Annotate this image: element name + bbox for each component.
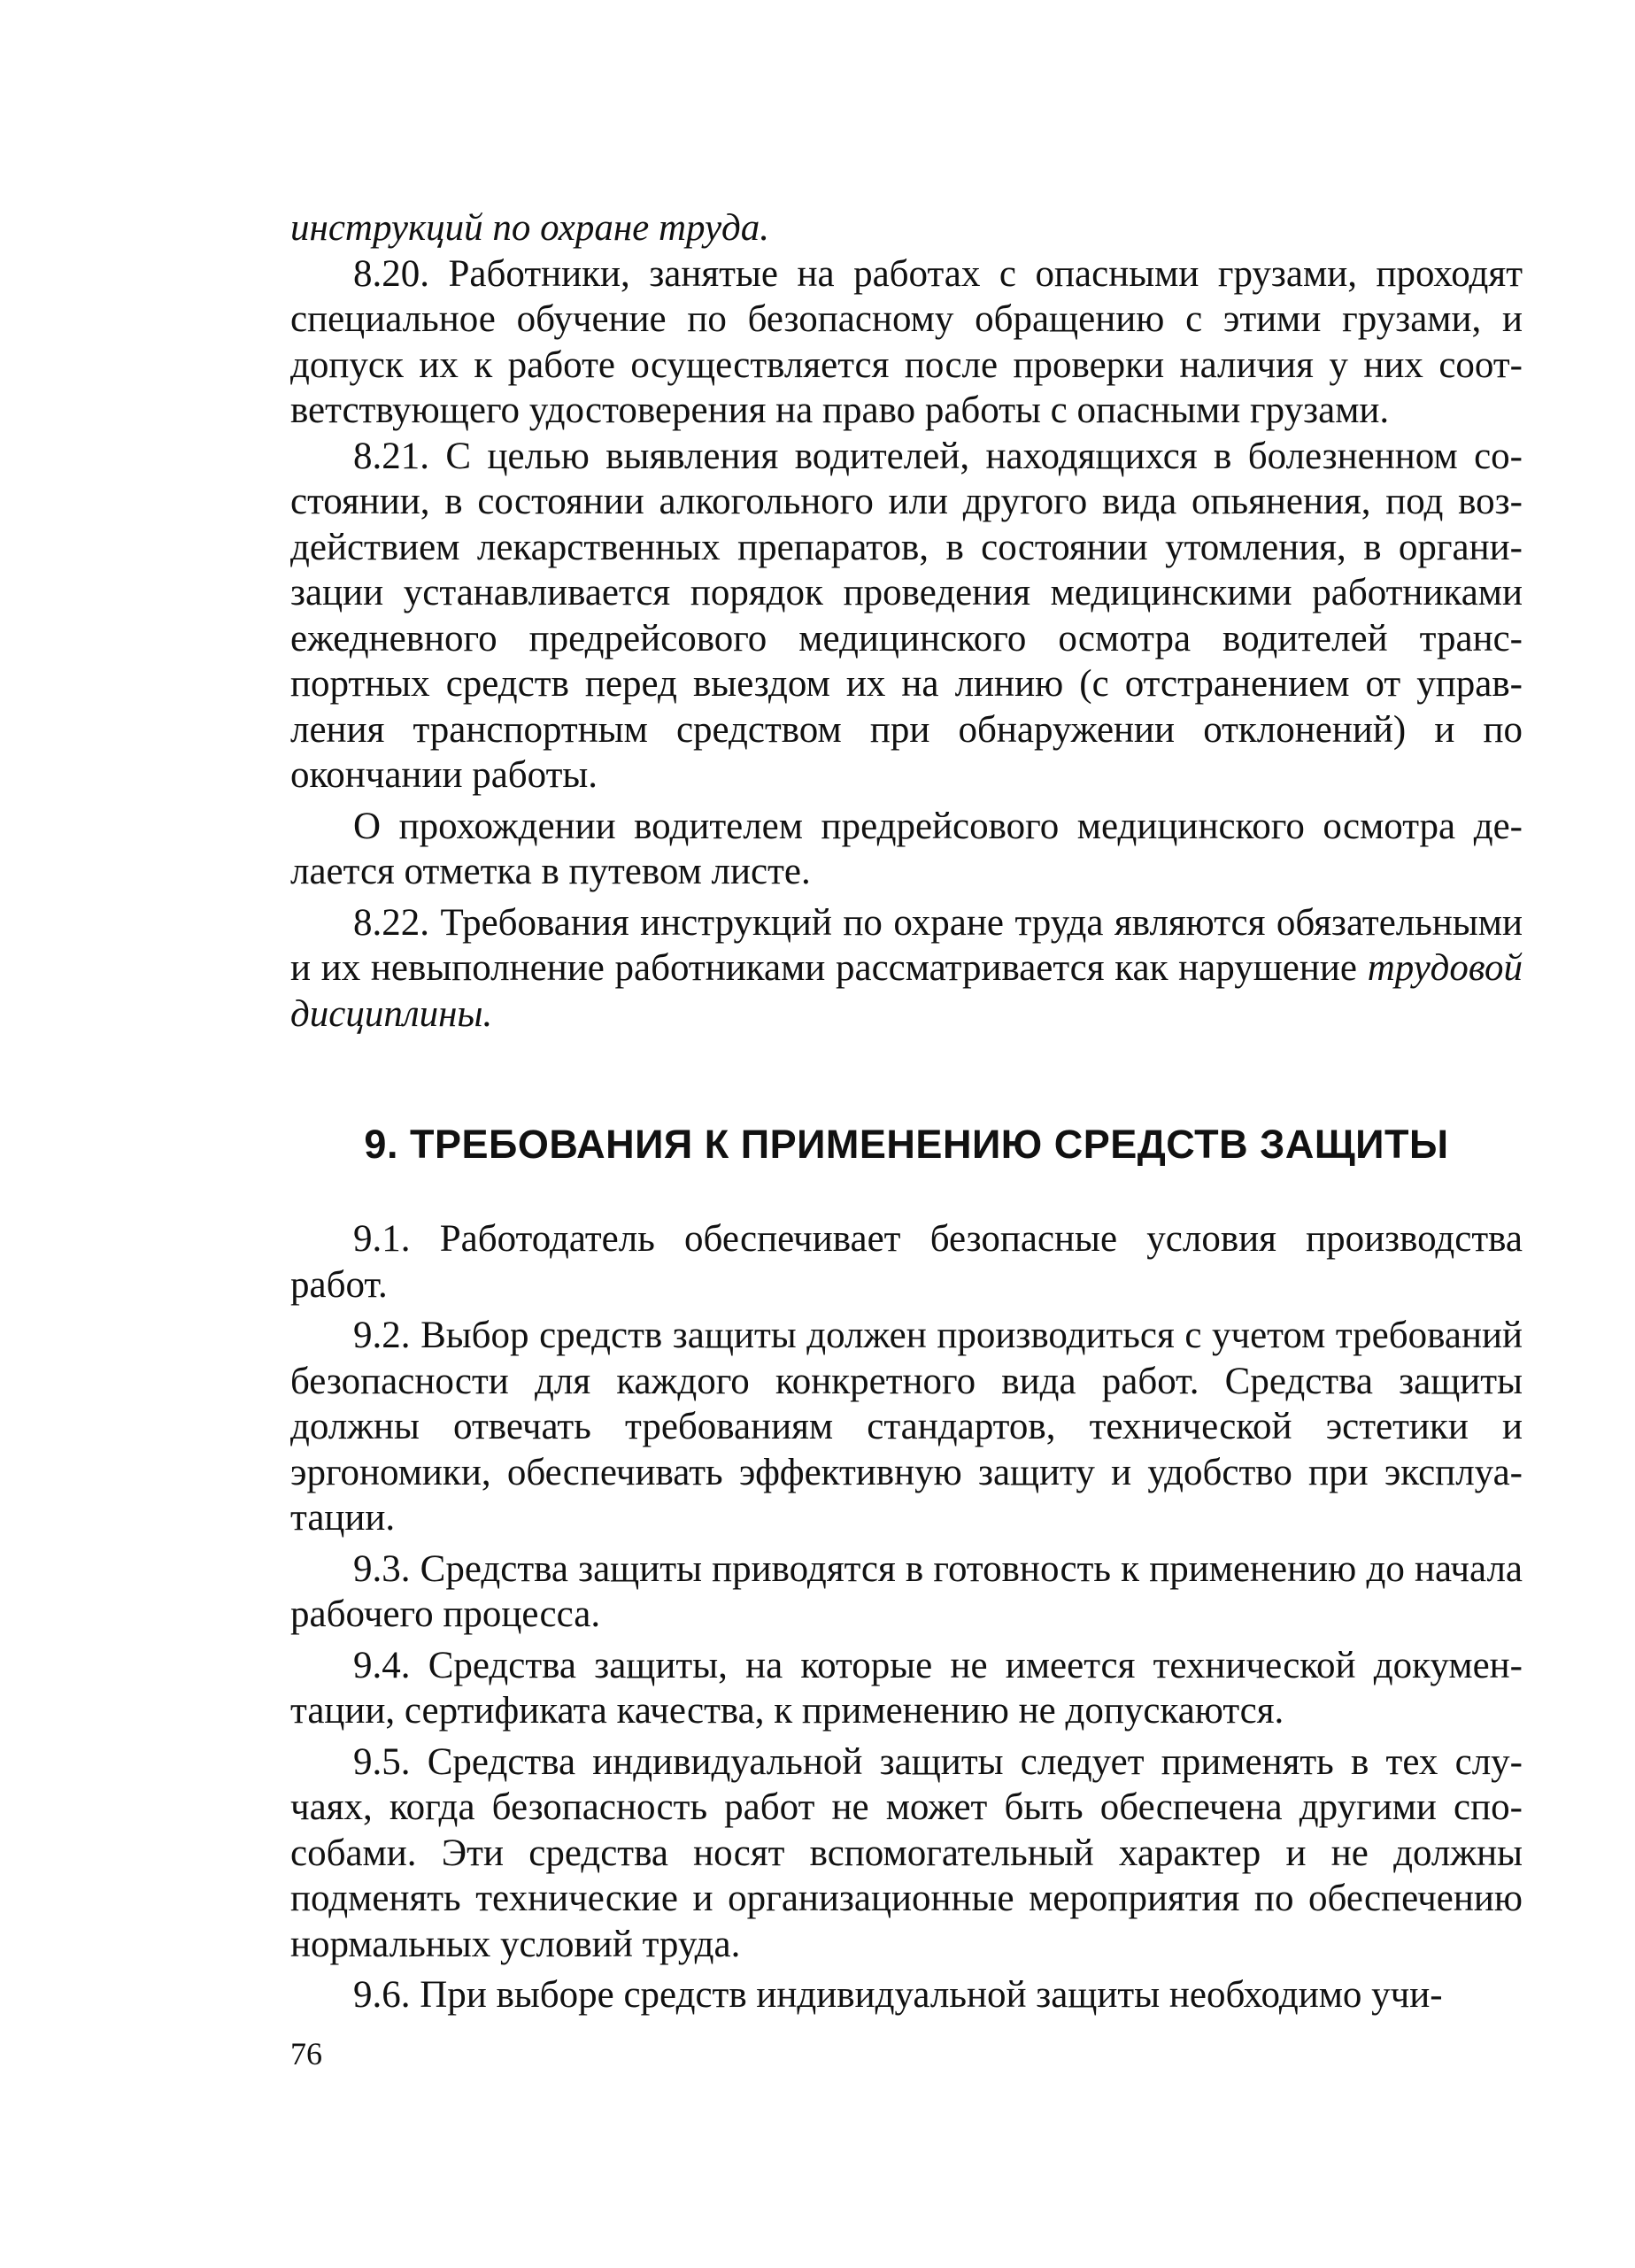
paragraph-8-20: 8.20. Работники, занятые на работах с опасными грузами, проходят специальное обучение по безопасному обращению с этими грузами, и допуск их к работе осуществляется после проверки наличия у них соответствующего удостоверения на право работы с опасными грузами. bbox=[290, 252, 1523, 431]
paragraph-8-22-italic: трудовой дисциплины. bbox=[290, 947, 1523, 1035]
paragraph-9-2: 9.2. Выбор средств защиты должен производиться с учетом требований безопасности для каждого конкретного вида работ. Средства защиты должны отвечать требованиям стандартов, технической эстетики и эргономики, обеспечивать эффективную защиту и удобство при эксплуатации. bbox=[290, 1315, 1523, 1539]
paragraph-9-4: 9.4. Средства защиты, на которые не имеется технической документации, сертификата качества, к применению не допускаются. bbox=[290, 1644, 1523, 1732]
paragraph-9-5: 9.5. Средства индивидуальной защиты следует применять в тех случаях, когда безопасность работ не может быть обеспечена другими способами. Эти средства носят вспомогательный характер и не должны подменять технические и организационные мероприятия по обеспечению нормальных условий труда. bbox=[290, 1740, 1523, 1965]
paragraph-8-22-text: 8.22. Требования инструкций по охране труда являются обязательными и их невыполнение работниками рассматривается как нарушение bbox=[290, 901, 1523, 989]
section-9-heading: 9. ТРЕБОВАНИЯ К ПРИМЕНЕНИЮ СРЕДСТВ ЗАЩИТЫ bbox=[364, 1122, 1449, 1167]
paragraph-9-3: 9.3. Средства защиты приводятся в готовность к применению до начала рабочего процесса. bbox=[290, 1547, 1523, 1635]
page-number: 76 bbox=[290, 2036, 322, 2071]
text-block-top bbox=[290, 205, 1523, 1037]
text-block-section-9 bbox=[290, 1216, 1523, 2018]
paragraph-8-22 bbox=[290, 900, 1523, 1038]
paragraph-medical-note: О прохождении водителем предрейсового медицинского осмотра делается отметка в путевом листе. bbox=[290, 805, 1523, 892]
continuation-line: инструкций по охране труда. bbox=[290, 207, 769, 249]
paragraph-8-21: 8.21. С целью выявления водителей, находящихся в болезненном состоянии, в состоянии алкогольного или другого вида опьянения, под воздействием лекарственных препаратов, в состоянии утомления, в организации устанавливается порядок проведения медицинскими работниками ежедневного предрейсового медицинского осмотра водителей транспортных средств перед выездом их на линию (с отстранением от управления транспортным средством при обнаружении отклонений) и по окончании работы. bbox=[290, 435, 1523, 796]
paragraph-9-6: 9.6. При выборе средств индивидуальной защиты необходимо учи- bbox=[353, 1974, 1443, 2016]
paragraph-9-1: 9.1. Работодатель обеспечивает безопасные условия производства работ. bbox=[290, 1218, 1523, 1306]
